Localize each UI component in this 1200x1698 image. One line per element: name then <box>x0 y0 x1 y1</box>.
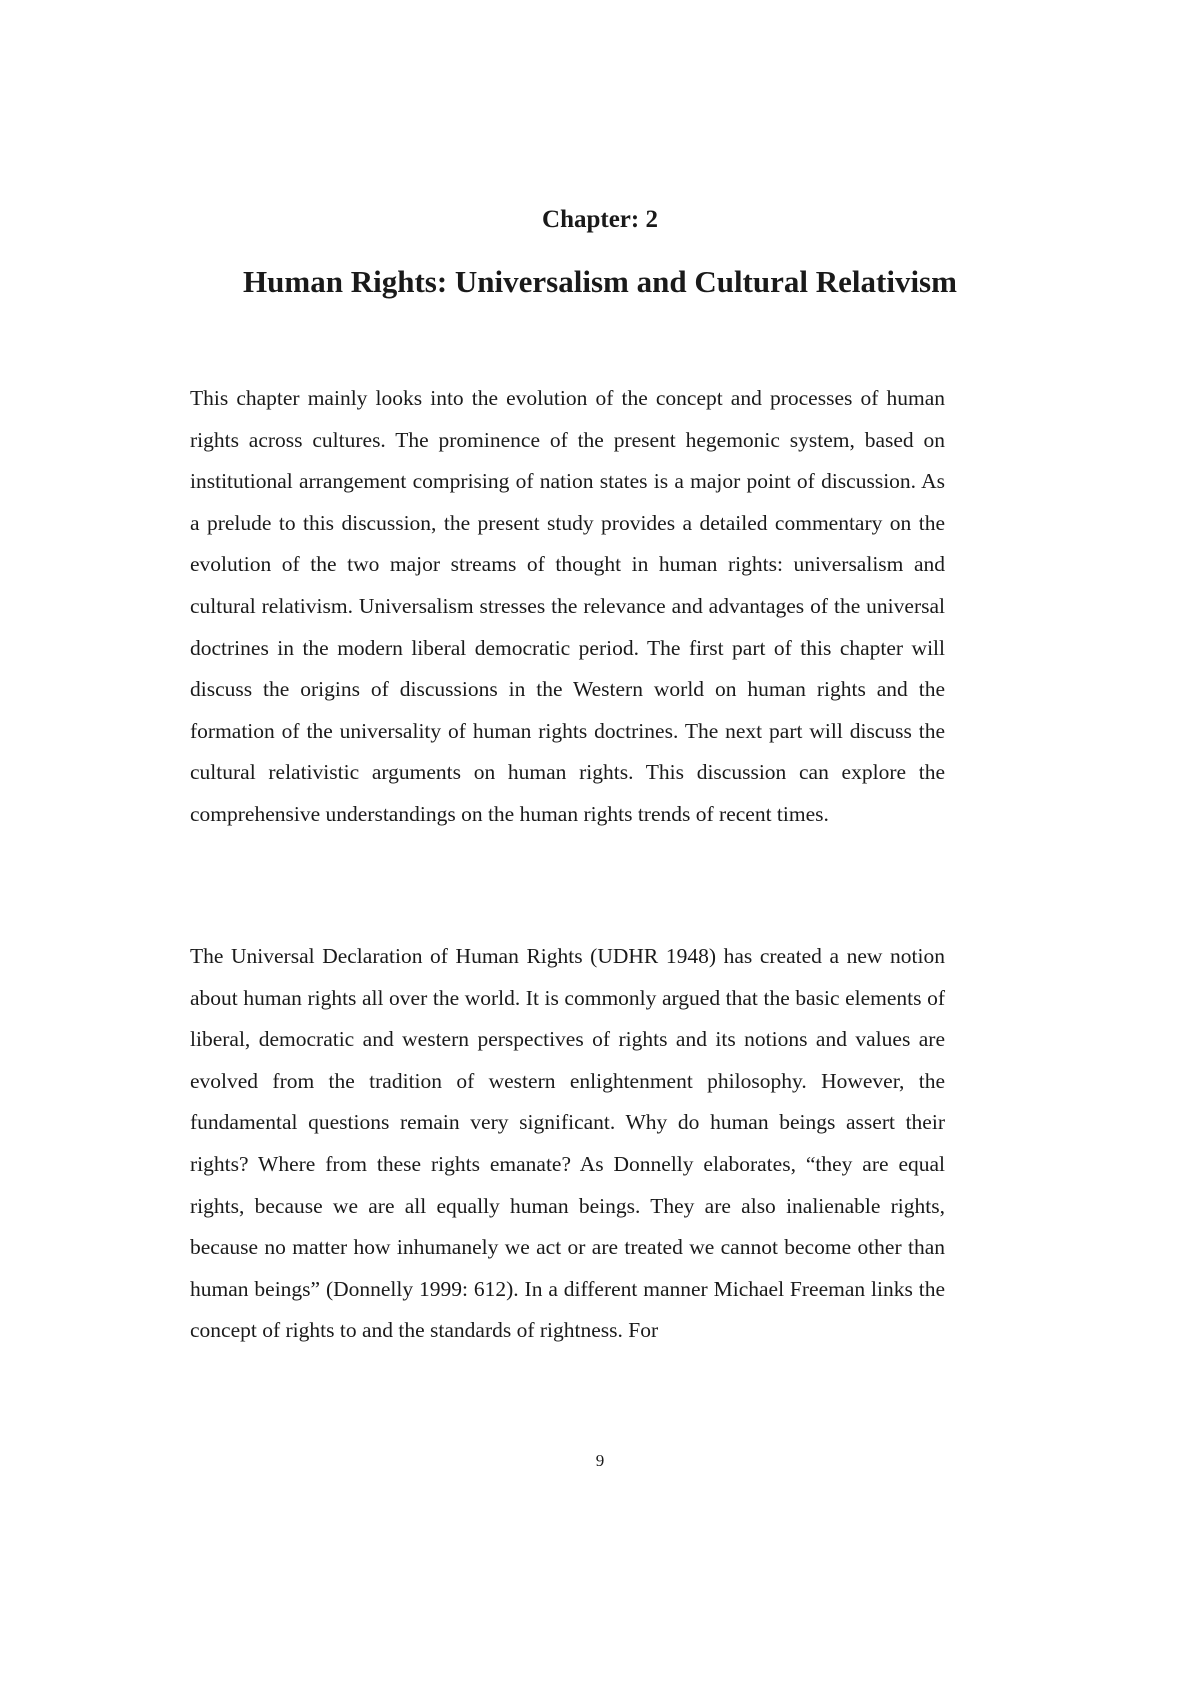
page-number: 9 <box>595 1451 605 1470</box>
chapter-label: Chapter: 2 <box>542 206 658 233</box>
paragraph-intro: This chapter mainly looks into the evolution of the concept and processes of human rights across cultures. The prominence of the present hegemonic system, based on institutional arrangement comprising of nation states is a major point of discussion. As a prelude to this discussion, the present study provides a detailed commentary on the evolution of the two major streams of thought in human rights: universalism and cultural relativism. Universalism stresses the relevance and advantages of the universal doctrines in the modern liberal democratic period. The first part of this chapter will discuss the origins of discussions in the Western world on human rights and the formation of the universality of human rights doctrines. The next part will discuss the cultural relativistic arguments on human rights. This discussion can explore the comprehensive understandings on the human rights trends of recent times. <box>190 386 945 826</box>
chapter-title: Human Rights: Universalism and Cultural Relativism <box>243 264 957 299</box>
paragraph-udhr: The Universal Declaration of Human Rights (UDHR 1948) has created a new notion about human rights all over the world. It is commonly argued that the basic elements of liberal, democratic and western perspectives of rights and its notions and values are evolved from the tradition of western enlightenment philosophy. However, the fundamental questions remain very significant. Why do human beings assert their rights? Where from these rights emanate? As Donnelly elaborates, “they are equal rights, because we are all equally human beings. They are also inalienable rights, because no matter how inhumanely we act or are treated we cannot become other than human beings” (Donnelly 1999: 612). In a different manner Michael Freeman links the concept of rights to and the standards of rightness. For <box>190 944 945 1343</box>
